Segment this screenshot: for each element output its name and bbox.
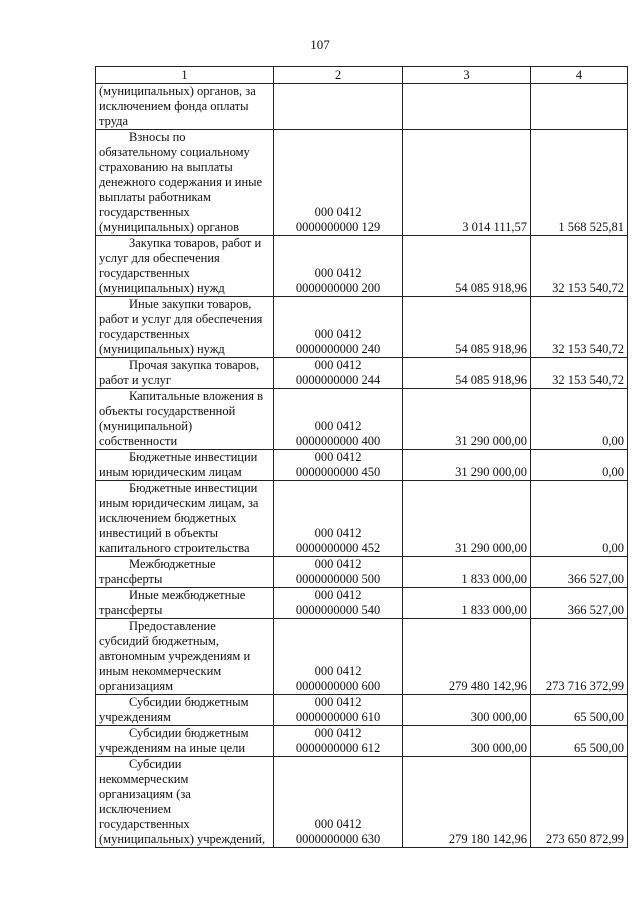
- row-code-line: 000 0412: [314, 266, 362, 280]
- row-amount-col4: 1 568 525,81: [531, 130, 628, 236]
- table-row: [96, 619, 628, 695]
- row-code: [274, 481, 403, 557]
- row-amount-col3: 31 290 000,00: [403, 389, 531, 450]
- row-amount-col4: [531, 84, 628, 130]
- row-name-line: государственных: [99, 266, 190, 280]
- row-name-line: капитального строительства: [99, 541, 250, 555]
- row-name-line: труда: [99, 114, 129, 128]
- row-name-line: (муниципальных) учреждений,: [99, 832, 266, 846]
- row-name-line: организациям: [99, 679, 174, 693]
- row-code-line: 000 0412: [314, 588, 362, 602]
- row-name: [96, 481, 274, 557]
- table-row: [96, 450, 628, 481]
- row-name-line: трансферты: [99, 603, 163, 617]
- budget-table: [95, 66, 628, 848]
- row-name-line: субсидий бюджетным,: [99, 634, 219, 648]
- row-name-line: обязательному социальному: [99, 145, 250, 159]
- row-code-line: 000 0412: [314, 450, 362, 464]
- row-code: [274, 450, 403, 481]
- row-amount-col4: 366 527,00: [531, 588, 628, 619]
- row-code-line: 000 0412: [314, 205, 362, 219]
- row-code: [274, 757, 403, 848]
- row-code-line: 000 0412: [314, 695, 362, 709]
- row-code-line: 0000000000 240: [295, 342, 381, 356]
- table-row: [96, 481, 628, 557]
- row-name-line: Межбюджетные: [129, 557, 216, 571]
- row-code: [274, 619, 403, 695]
- row-name-line: объекты государственной: [99, 404, 236, 418]
- row-code: [274, 557, 403, 588]
- table-header-row: [96, 67, 628, 84]
- row-code-line: 0000000000 610: [295, 710, 381, 724]
- row-name-line: Закупка товаров, работ и: [129, 236, 262, 250]
- table-row: [96, 588, 628, 619]
- row-name-line: Капитальные вложения в: [129, 389, 263, 403]
- row-name: [96, 389, 274, 450]
- header-col-2: 2: [274, 67, 403, 84]
- table-row: [96, 236, 628, 297]
- row-name: [96, 84, 274, 130]
- row-code-line: 000 0412: [314, 817, 362, 831]
- row-name-line: Предоставление: [129, 619, 216, 633]
- row-code: [274, 726, 403, 757]
- row-name-line: Субсидии: [129, 757, 182, 771]
- row-name-line: (муниципальных) нужд: [99, 342, 225, 356]
- page-number: 107: [310, 37, 330, 52]
- table-row: [96, 557, 628, 588]
- row-name: [96, 557, 274, 588]
- row-amount-col3: 3 014 111,57: [403, 130, 531, 236]
- row-name-line: трансферты: [99, 572, 163, 586]
- row-name-line: денежного содержания и иные: [99, 175, 263, 189]
- row-code-line: 0000000000 129: [295, 220, 381, 234]
- row-amount-col4: 366 527,00: [531, 557, 628, 588]
- row-amount-col4: 65 500,00: [531, 726, 628, 757]
- row-name: [96, 619, 274, 695]
- row-code-line: 000 0412: [314, 557, 362, 571]
- row-code: [274, 588, 403, 619]
- row-amount-col4: 273 716 372,99: [531, 619, 628, 695]
- row-code-line: 000 0412: [314, 327, 362, 341]
- row-name-line: иным юридическим лицам: [99, 465, 242, 479]
- row-amount-col3: 300 000,00: [403, 695, 531, 726]
- row-name-line: Иные межбюджетные: [129, 588, 246, 602]
- row-name-line: Иные закупки товаров,: [129, 297, 252, 311]
- row-amount-col4: 0,00: [531, 389, 628, 450]
- row-name-line: Прочая закупка товаров,: [129, 358, 260, 372]
- row-code: [274, 84, 403, 130]
- row-amount-col3: [403, 84, 531, 130]
- table-row: [96, 297, 628, 358]
- row-code-line: 0000000000 244: [295, 373, 381, 387]
- table-row: [96, 695, 628, 726]
- row-amount-col4: 65 500,00: [531, 695, 628, 726]
- row-name-line: услуг для обеспечения: [99, 251, 220, 265]
- row-name-line: выплаты работникам: [99, 190, 211, 204]
- row-name-line: Взносы по: [129, 130, 186, 144]
- row-name-line: (муниципальных) органов, за: [99, 84, 256, 98]
- row-name: [96, 130, 274, 236]
- row-code-line: 0000000000 612: [295, 741, 381, 755]
- table-body: [96, 84, 628, 848]
- header-col-1: 1: [96, 67, 274, 84]
- row-code: [274, 358, 403, 389]
- row-name-line: (муниципальных) нужд: [99, 281, 225, 295]
- row-amount-col3: 54 085 918,96: [403, 358, 531, 389]
- row-amount-col3: 279 480 142,96: [403, 619, 531, 695]
- row-name-line: учреждениям на иные цели: [99, 741, 246, 755]
- row-name-line: Бюджетные инвестиции: [129, 450, 258, 464]
- row-amount-col3: 54 085 918,96: [403, 236, 531, 297]
- row-name-line: организациям (за: [99, 787, 191, 801]
- row-code-line: 000 0412: [314, 358, 362, 372]
- row-name-line: (муниципальной): [99, 419, 193, 433]
- row-name-line: иным юридическим лицам, за: [99, 496, 259, 510]
- row-name-line: некоммерческим: [99, 772, 189, 786]
- row-name-line: Субсидии бюджетным: [129, 695, 249, 709]
- row-code-line: 0000000000 452: [295, 541, 381, 555]
- row-amount-col4: 32 153 540,72: [531, 358, 628, 389]
- row-amount-col4: 0,00: [531, 481, 628, 557]
- row-amount-col4: 273 650 872,99: [531, 757, 628, 848]
- row-code-line: 0000000000 540: [295, 603, 381, 617]
- table-row: [96, 130, 628, 236]
- row-code-line: 0000000000 600: [295, 679, 381, 693]
- row-name-line: работ и услуг: [99, 373, 172, 387]
- row-amount-col3: 1 833 000,00: [403, 588, 531, 619]
- row-name-line: исключением бюджетных: [99, 511, 237, 525]
- row-amount-col3: 31 290 000,00: [403, 481, 531, 557]
- row-code-line: 000 0412: [314, 664, 362, 678]
- row-name: [96, 757, 274, 848]
- table-row: [96, 389, 628, 450]
- row-name-line: исключением: [99, 802, 172, 816]
- row-name: [96, 236, 274, 297]
- row-name: [96, 695, 274, 726]
- row-name-line: работ и услуг для обеспечения: [99, 312, 263, 326]
- row-name-line: государственных: [99, 817, 190, 831]
- row-name-line: государственных: [99, 205, 190, 219]
- row-code-line: 0000000000 450: [295, 465, 381, 479]
- row-name-line: иным некоммерческим: [99, 664, 222, 678]
- row-code: [274, 695, 403, 726]
- row-amount-col4: 32 153 540,72: [531, 297, 628, 358]
- row-code-line: 000 0412: [314, 726, 362, 740]
- row-name-line: Бюджетные инвестиции: [129, 481, 258, 495]
- row-name-line: исключением фонда оплаты: [99, 99, 249, 113]
- header-col-4: 4: [531, 67, 628, 84]
- table-row: [96, 757, 628, 848]
- row-name-line: собственности: [99, 434, 178, 448]
- table-row: [96, 358, 628, 389]
- header-col-3: 3: [403, 67, 531, 84]
- row-amount-col3: 31 290 000,00: [403, 450, 531, 481]
- row-code: [274, 130, 403, 236]
- row-name: [96, 297, 274, 358]
- row-name-line: учреждениям: [99, 710, 171, 724]
- row-amount-col4: 32 153 540,72: [531, 236, 628, 297]
- row-name-line: Субсидии бюджетным: [129, 726, 249, 740]
- row-code: [274, 297, 403, 358]
- row-code-line: 0000000000 200: [295, 281, 381, 295]
- row-code-line: 000 0412: [314, 526, 362, 540]
- row-name: [96, 588, 274, 619]
- row-code-line: 000 0412: [314, 419, 362, 433]
- row-amount-col3: 300 000,00: [403, 726, 531, 757]
- row-name-line: страхованию на выплаты: [99, 160, 233, 174]
- row-name-line: (муниципальных) органов: [99, 220, 240, 234]
- row-name: [96, 450, 274, 481]
- row-name-line: инвестиций в объекты: [99, 526, 219, 540]
- row-name: [96, 726, 274, 757]
- row-amount-col4: 0,00: [531, 450, 628, 481]
- table-row: [96, 84, 628, 130]
- row-code-line: 0000000000 630: [295, 832, 381, 846]
- row-code: [274, 389, 403, 450]
- row-amount-col3: 279 180 142,96: [403, 757, 531, 848]
- row-name-line: государственных: [99, 327, 190, 341]
- table-row: [96, 726, 628, 757]
- row-amount-col3: 54 085 918,96: [403, 297, 531, 358]
- row-name: [96, 358, 274, 389]
- row-code-line: 0000000000 400: [295, 434, 381, 448]
- row-amount-col3: 1 833 000,00: [403, 557, 531, 588]
- row-name-line: автономным учреждениям и: [99, 649, 251, 663]
- row-code-line: 0000000000 500: [295, 572, 381, 586]
- row-code: [274, 236, 403, 297]
